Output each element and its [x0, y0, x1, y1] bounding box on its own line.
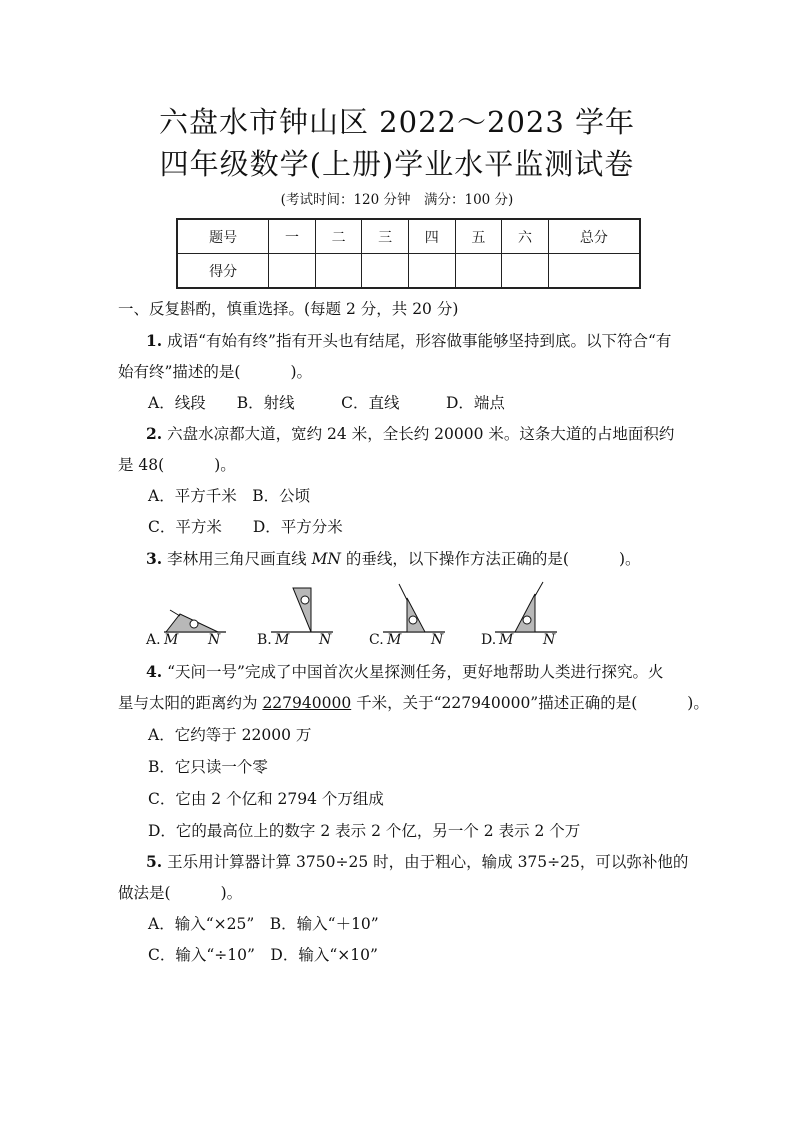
- score-cell-header: 二: [315, 219, 362, 254]
- q4-option-b: B．它只读一个零: [148, 758, 268, 776]
- score-cell-empty: [502, 254, 549, 289]
- q2-text-cont: 是 48(: [118, 456, 165, 474]
- q4-text-cont2: 千米，关于“227940000”描述正确的是(: [351, 694, 638, 712]
- q5-line2: [118, 882, 242, 904]
- q2-text-end: )。: [214, 456, 236, 474]
- q4-line2: [118, 692, 709, 714]
- q2-text: 六盘水凉都大道，宽约 24 米，全长约 20000 米。这条大道的占地面积约: [167, 425, 675, 443]
- score-table-score-row: [177, 254, 640, 289]
- score-row-label: 得分: [177, 254, 269, 289]
- exam-subtitle: (考试时间：120 分钟 满分：100 分): [280, 192, 514, 208]
- q1-text: 成语“有始有终”指有开头也有结尾，形容做事能够坚持到底。以下符合“有: [167, 332, 672, 350]
- q3-option-c-label: C.: [369, 632, 384, 648]
- score-cell-empty: [455, 254, 502, 289]
- score-cell-empty: [548, 254, 640, 289]
- q3-text-cont: 的垂线，以下操作方法正确的是(: [341, 550, 569, 568]
- score-cell-empty: [269, 254, 316, 289]
- q3-text-end: )。: [618, 550, 641, 568]
- score-table: [176, 218, 641, 289]
- q1-text-cont: 始有终”描述的是(: [118, 363, 241, 381]
- q3-option-d-label: D.: [481, 632, 497, 648]
- q1-text-end: )。: [290, 363, 313, 381]
- q1-options: A．线段 B．射线 C．直线 D．端点: [148, 394, 505, 412]
- score-cell-header: 六: [502, 219, 549, 254]
- point-m-label: M: [275, 632, 290, 648]
- q1-line2: [118, 361, 312, 383]
- q3-figure-d: [481, 580, 581, 648]
- q1-line1: [146, 330, 671, 352]
- q2-line2: [118, 454, 236, 476]
- score-cell-header: 五: [455, 219, 502, 254]
- q5-options-row2: C．输入“÷10” D．输入“×10”: [148, 946, 378, 964]
- section1-heading: 一、反复斟酌，慎重选择。(每题 2 分，共 20 分): [118, 300, 459, 318]
- score-cell-header: 题号: [177, 219, 269, 254]
- q2-options-row1: A．平方千米 B．公顷: [148, 487, 311, 505]
- q5-text-cont: 做法是(: [118, 884, 171, 902]
- q4-text-cont: 星与太阳的距离约为: [118, 694, 263, 712]
- point-n-label: N: [208, 632, 221, 648]
- score-cell-header: 三: [362, 219, 409, 254]
- q3-text: 李林用三角尺画直线: [167, 550, 312, 568]
- point-n-label: N: [543, 632, 556, 648]
- score-table-header-row: [177, 219, 640, 254]
- point-n-label: N: [319, 632, 332, 648]
- q3-figure-c: [369, 580, 469, 648]
- score-cell-header: 总分: [548, 219, 640, 254]
- q5-options-row1: A．输入“×25” B．输入“＋10”: [148, 915, 379, 933]
- exam-title-line2: 四年级数学(上册)学业水平监测试卷: [159, 147, 635, 181]
- score-cell-empty: [408, 254, 455, 289]
- q3-line1: [146, 548, 641, 570]
- q4-underlined-number: 227940000: [262, 694, 352, 712]
- triangle-ruler-b-icon: [257, 580, 357, 648]
- q4-option-c: C．它由 2 个亿和 2794 个万组成: [148, 790, 384, 808]
- q5-line1: [146, 851, 688, 873]
- q3-line-mn: MN: [311, 550, 341, 568]
- q2-options-row2: C．平方米 D．平方分米: [148, 518, 343, 536]
- q5-number: 5.: [146, 852, 163, 871]
- q5-text: 王乐用计算器计算 3750÷25 时，由于粗心，输成 375÷25，可以弥补他的: [167, 853, 689, 871]
- q4-line1: [146, 661, 663, 683]
- q3-number: 3.: [146, 549, 163, 568]
- q1-number: 1.: [146, 331, 163, 350]
- point-m-label: M: [387, 632, 402, 648]
- point-m-label: M: [499, 632, 514, 648]
- score-cell-empty: [315, 254, 362, 289]
- q4-number: 4.: [146, 662, 163, 681]
- score-cell-header: 一: [269, 219, 316, 254]
- triangle-ruler-a-icon: [146, 580, 246, 648]
- q5-text-end: )。: [220, 884, 243, 902]
- q2-line1: [146, 423, 674, 445]
- q4-text: “天问一号”完成了中国首次火星探测任务，更好地帮助人类进行探究。火: [167, 663, 664, 681]
- q3-option-b-label: B.: [257, 632, 272, 648]
- q3-figure-a: [146, 580, 246, 648]
- triangle-ruler-c-icon: [369, 580, 469, 648]
- q4-option-d: D．它的最高位上的数字 2 表示 2 个亿，另一个 2 表示 2 个万: [148, 822, 581, 840]
- point-m-label: M: [164, 632, 179, 648]
- score-cell-header: 四: [408, 219, 455, 254]
- q2-number: 2.: [146, 424, 163, 443]
- q4-text-end: )。: [687, 694, 709, 712]
- q3-figure-b: [257, 580, 357, 648]
- score-cell-empty: [362, 254, 409, 289]
- q3-option-a-label: A.: [146, 632, 161, 648]
- point-n-label: N: [431, 632, 444, 648]
- exam-title-line1: 六盘水市钟山区 2022～2023 学年: [158, 105, 636, 139]
- q4-option-a: A．它约等于 22000 万: [148, 726, 312, 744]
